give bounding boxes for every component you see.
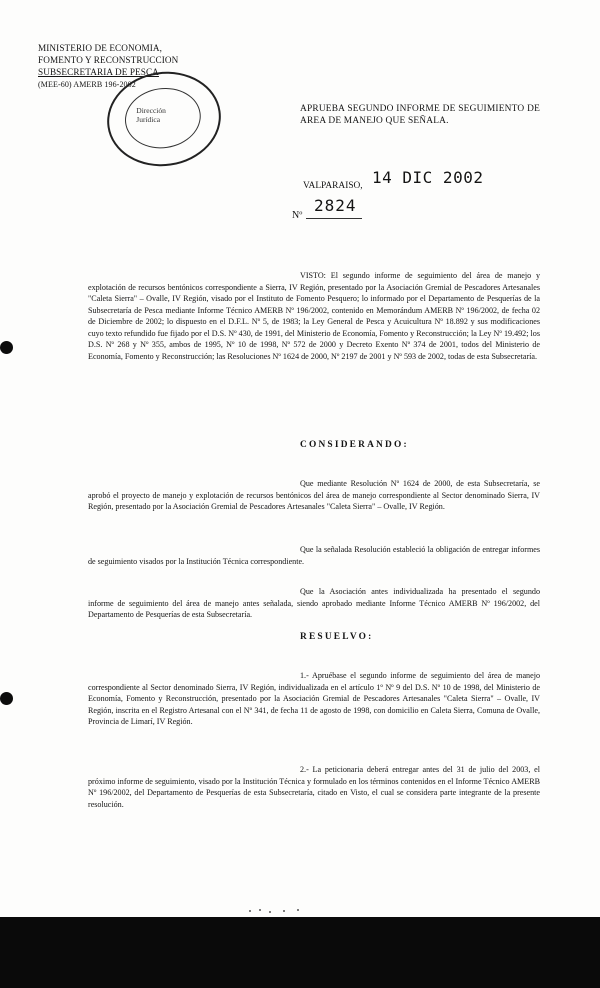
stamp-text-line-1: Dirección bbox=[136, 105, 166, 115]
resuelvo-heading: RESUELVO: bbox=[300, 632, 374, 642]
scan-dot bbox=[249, 910, 251, 912]
scan-dot bbox=[269, 911, 271, 913]
punch-hole-bottom bbox=[0, 692, 13, 705]
considerando-heading: CONSIDERANDO: bbox=[300, 440, 409, 450]
punch-hole-top bbox=[0, 341, 13, 354]
scan-dot bbox=[259, 909, 261, 911]
ministry-line: MINISTERIO DE ECONOMIA, bbox=[38, 43, 163, 53]
number-underline bbox=[306, 218, 362, 219]
city: VALPARAISO, bbox=[303, 181, 363, 191]
stamp-text bbox=[136, 106, 166, 124]
resuelvo-item-2: 2.- La peticionaria deberá entregar antes del 31 de julio del 2003, el próximo informe de seguimiento, visado por la Institución Técnica y formulado en los términos contenidos en el Informe Técnico AMERB Nº 196/2002, del Departamento de Pesquerías de esta Subsecretaría, citado en Visto, el cual se considera parte integrante de la presente resolución. bbox=[88, 765, 540, 809]
scan-dot bbox=[297, 909, 299, 911]
considerando-item-1: Que mediante Resolución Nº 1624 de 2000, de esta Subsecretaría, se aprobó el proyecto de manejo y explotación de recursos bentónicos del área de manejo correspondiente al Sector denominado Sierra, IV Región, presentado por la Asociación Gremial de Pescadores Artesanales "Caleta Sierra" – Ovalle, IV Región. bbox=[88, 479, 540, 511]
resuelvo-item-1: 1.- Apruébase el segundo informe de seguimiento del área de manejo correspondiente al Sector denominado Sierra, IV Región, individualizada en el artículo 1º Nº 9 del D.S. Nº 10 de 1998, del Ministerio de Economía, Fomento y Reconstrucción, presentado por la Asociación Gremial de Pescadores Artesanales "Caleta Sierra" – Ovalle, IV Región, inscrita en el Registro Artesanal con el Nº 341, de fecha 11 de agosto de 1998, con domicilio en Caleta Sierra, Comuna de Ovalle, Provincia de Limarí, IV Región. bbox=[88, 671, 540, 726]
considerando-item-3: Que la Asociación antes individualizada ha presentado el segundo informe de seguimiento del área de manejo antes señalada, siendo aprobado mediante Informe Técnico AMERB Nº 196/2002, del Departamento de Pesquerías de esta Subsecretaría. bbox=[88, 587, 540, 619]
resolution-number: 2824 bbox=[314, 196, 357, 215]
scan-black-border bbox=[0, 917, 600, 988]
date-stamp: 14 DIC 2002 bbox=[372, 168, 484, 187]
scan-debris bbox=[245, 906, 315, 916]
stamp-text-line-2: Jurídica bbox=[136, 114, 161, 124]
considerando-item-2: Que la señalada Resolución estableció la obligación de entregar informes de seguimiento visados por la Institución Técnica correspondiente. bbox=[88, 545, 540, 566]
number-label: Nº bbox=[292, 210, 303, 221]
reference-line: (MEE-60) AMERB 196-2002 bbox=[38, 80, 136, 89]
ministry-line-2: FOMENTO Y RECONSTRUCCION bbox=[38, 55, 179, 65]
visto-paragraph: VISTO: El segundo informe de seguimiento del área de manejo y explotación de recursos bentónicos correspondiente a Sierra, IV Región, presentado por la Asociación Gremial de Pescadores Artesanales "Caleta Sierra" – Ovalle, IV Región, visado por el Instituto de Fomento Pesquero; lo informado por el Departamento de Pesquerías de la Subsecretaría de Pesca mediante Informe Técnico AMERB Nº 196/2002, contenido en Memorándum AMERB Nº 196/2002, de fecha 02 de Diciembre de 2002; lo dispuesto en el D.F.L. Nº 5, de 1983; la Ley General de Pesca y Acuicultura Nº 18.892 y sus modificaciones cuyo texto refundido fue fijado por el D.S. Nº 430, de 1991, del Ministerio de Economía, Fomento y Reconstrucción; la Ley Nº 19.492; los D.S. Nº 268 y Nº 355, ambos de 1995, Nº 10 de 1998, Nº 572 de 2000 y Decreto Exento Nº 374 de 2001, todos del Ministerio de Economía, Fomento y Reconstrucción; las Resoluciones Nº 1624 de 2000, Nº 2197 de 2001 y Nº 593 de 2002, todas de esta Subsecretaría. bbox=[88, 271, 540, 361]
scan-dot bbox=[283, 910, 285, 912]
document-subject: APRUEBA SEGUNDO INFORME DE SEGUIMIENTO DE AREA DE MANEJO QUE SEÑALA. bbox=[300, 104, 540, 126]
subsecretaria-line: SUBSECRETARIA DE PESCA bbox=[38, 67, 159, 77]
